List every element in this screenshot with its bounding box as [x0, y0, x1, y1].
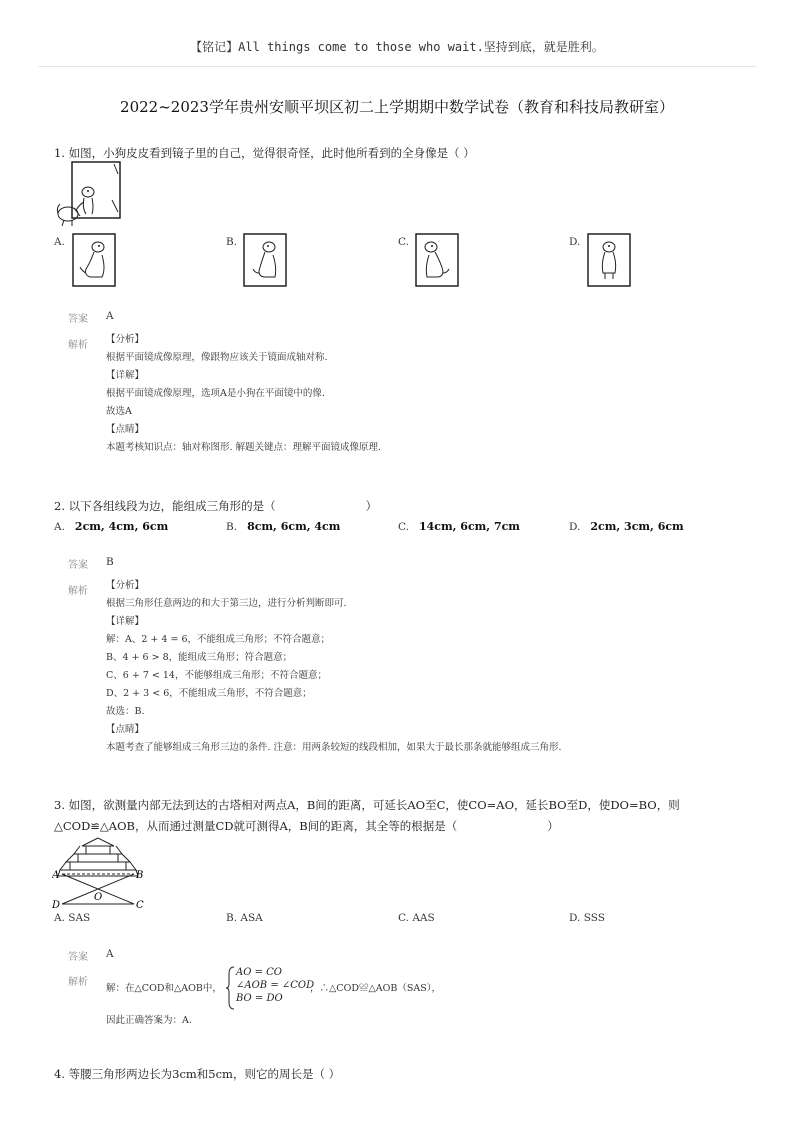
question-4-stem: 4. 等腰三角形两边长为3cm和5cm，则它的周长是（ ） — [54, 1067, 341, 1081]
q3-option-b — [226, 912, 263, 924]
q2-analysis-line: 【分析】 — [106, 580, 145, 591]
q3-point-a: A — [52, 870, 60, 881]
q1-answer-label: 答案 — [68, 314, 88, 325]
q2-analysis-line: 【点睛】 — [106, 724, 145, 735]
q2-analysis — [106, 577, 562, 757]
q1-analysis-line: 【点睛】 — [106, 424, 145, 435]
q3-stem-end: ） — [547, 819, 559, 833]
q3-option-b-value: ASA — [240, 912, 263, 924]
q2-option-a-value: 2cm, 4cm, 6cm — [74, 520, 169, 533]
q3-answer-label: 答案 — [68, 952, 88, 963]
q3-analysis-last: 因此正确答案为：A. — [106, 1015, 192, 1026]
q3-stem-text: △COD≌△AOB，从而通过测量CD就可测得A，B间的距离，其全等的根据是（ — [54, 819, 458, 833]
q2-option-a — [54, 520, 168, 533]
q3-option-b-letter: B. — [226, 912, 238, 924]
q1-analysis-line: 【详解】 — [106, 370, 145, 381]
q2-analysis-line: 故选：B. — [106, 706, 145, 717]
q2-analysis-line: D、2 + 3 < 6，不能组成三角形，不符合题意； — [106, 688, 312, 699]
q2-analysis-line: 本题考查了能够组成三角形三边的条件. 注意：用两条较短的线段相加，如果大于最长那条就能够组成三角形. — [106, 742, 562, 753]
q1-analysis-line: 【分析】 — [106, 334, 145, 345]
question-3-stem-line1: 3. 如图，欲测量内部无法到达的古塔相对两点A，B间的距离，可延长AO至C，使CO=AO，延长BO至D，使DO=BO，则 — [54, 798, 680, 812]
question-2-stem — [54, 498, 377, 514]
q1-analysis-line: 故选A — [106, 406, 132, 417]
q2-option-b-value: 8cm, 6cm, 4cm — [247, 520, 341, 533]
q1-analysis-line: 根据平面镜成像原理，像跟物应该关于镜面成轴对称. — [106, 352, 328, 363]
q1-answer-value: A — [106, 310, 114, 322]
q3-point-b: B — [136, 870, 144, 881]
q3-point-c: C — [136, 900, 144, 910]
q2-stem-end: ） — [365, 499, 378, 513]
q2-analysis-line: B、4 + 6 > 8，能组成三角形；符合题意； — [106, 652, 293, 663]
q2-stem-text: 2. 以下各组线段为边，能组成三角形的是（ — [54, 499, 276, 513]
q3-option-c — [398, 912, 435, 924]
q3-option-d — [569, 912, 605, 924]
q2-option-d-letter: D. — [569, 521, 581, 533]
q2-answer-label: 答案 — [68, 560, 88, 571]
q1-option-b-label: B. — [226, 236, 238, 248]
q3-analysis-pre: 解：在△COD和△AOB中， — [106, 983, 222, 994]
question-3-stem-line2 — [54, 818, 559, 834]
q1-option-c-picture — [415, 233, 459, 287]
q3-analysis-label: 解析 — [68, 977, 88, 988]
q1-analysis-label: 解析 — [68, 340, 88, 351]
q2-option-b — [226, 520, 340, 533]
q3-option-a-letter: A. — [54, 912, 65, 924]
q3-brace-line: ∠AOB = ∠COD — [236, 980, 315, 991]
q1-option-b-picture — [243, 233, 287, 287]
q2-analysis-line: 根据三角形任意两边的和大于第三边，进行分析判断即可. — [106, 598, 347, 609]
q3-point-o: O — [94, 892, 103, 903]
q3-answer-value: A — [106, 948, 114, 960]
q1-option-a-picture — [72, 233, 116, 287]
q2-option-a-letter: A. — [54, 521, 65, 533]
q1-analysis — [106, 331, 381, 457]
q2-answer-value: B — [106, 556, 114, 568]
header-divider — [38, 66, 756, 67]
q3-option-c-letter: C. — [398, 912, 409, 924]
q2-option-c-letter: C. — [398, 521, 409, 533]
q3-brace-system — [236, 966, 314, 1005]
q1-option-a-label: A. — [54, 236, 65, 248]
q3-option-c-value: AAS — [412, 912, 435, 924]
q2-option-d — [569, 520, 684, 533]
q2-option-b-letter: B. — [226, 521, 238, 533]
q3-option-d-letter: D. — [569, 912, 581, 924]
q2-option-c — [398, 520, 520, 533]
question-1-stem: 1. 如图，小狗皮皮看到镜子里的自己，觉得很奇怪，此时他所看到的全身像是（ ） — [54, 146, 475, 160]
q1-figure-dog-mirror — [54, 160, 126, 230]
q1-analysis-line: 根据平面镜成像原理，选项A是小狗在平面镜中的像. — [106, 388, 325, 399]
page-title: 2022~2023学年贵州安顺平坝区初二上学期期中数学试卷（教育和科技局教研室） — [120, 98, 674, 116]
q2-analysis-line: 解：A、2 + 4 = 6，不能组成三角形；不符合题意； — [106, 634, 330, 645]
q2-analysis-line: 【详解】 — [106, 616, 145, 627]
q3-brace-icon — [226, 966, 236, 1010]
q3-point-d: D — [52, 900, 61, 910]
q3-brace-line: AO = CO — [236, 967, 283, 978]
q2-option-d-value: 2cm, 3cm, 6cm — [590, 520, 684, 533]
q3-option-a-value: SAS — [68, 912, 91, 924]
q3-option-d-value: SSS — [583, 912, 605, 924]
q2-analysis-line: C、6 + 7 < 14，不能够组成三角形；不符合题意； — [106, 670, 327, 681]
q2-option-c-value: 14cm, 6cm, 7cm — [419, 520, 520, 533]
q3-figure-pagoda — [52, 836, 144, 910]
q1-option-d-label: D. — [569, 236, 581, 248]
q3-option-a — [54, 912, 90, 924]
motto-banner: 【铭记】All things come to those who wait.坚持到底，就是胜利。 — [190, 40, 604, 54]
q1-option-d-picture — [587, 233, 631, 287]
q2-analysis-label: 解析 — [68, 586, 88, 597]
q3-analysis-post: ，∴△COD≌△AOB（SAS）， — [310, 983, 442, 994]
q1-option-c-label: C. — [398, 236, 409, 248]
q1-analysis-line: 本题考核知识点：轴对称图形. 解题关键点：理解平面镜成像原理. — [106, 442, 382, 453]
q3-brace-line: BO = DO — [236, 993, 283, 1004]
